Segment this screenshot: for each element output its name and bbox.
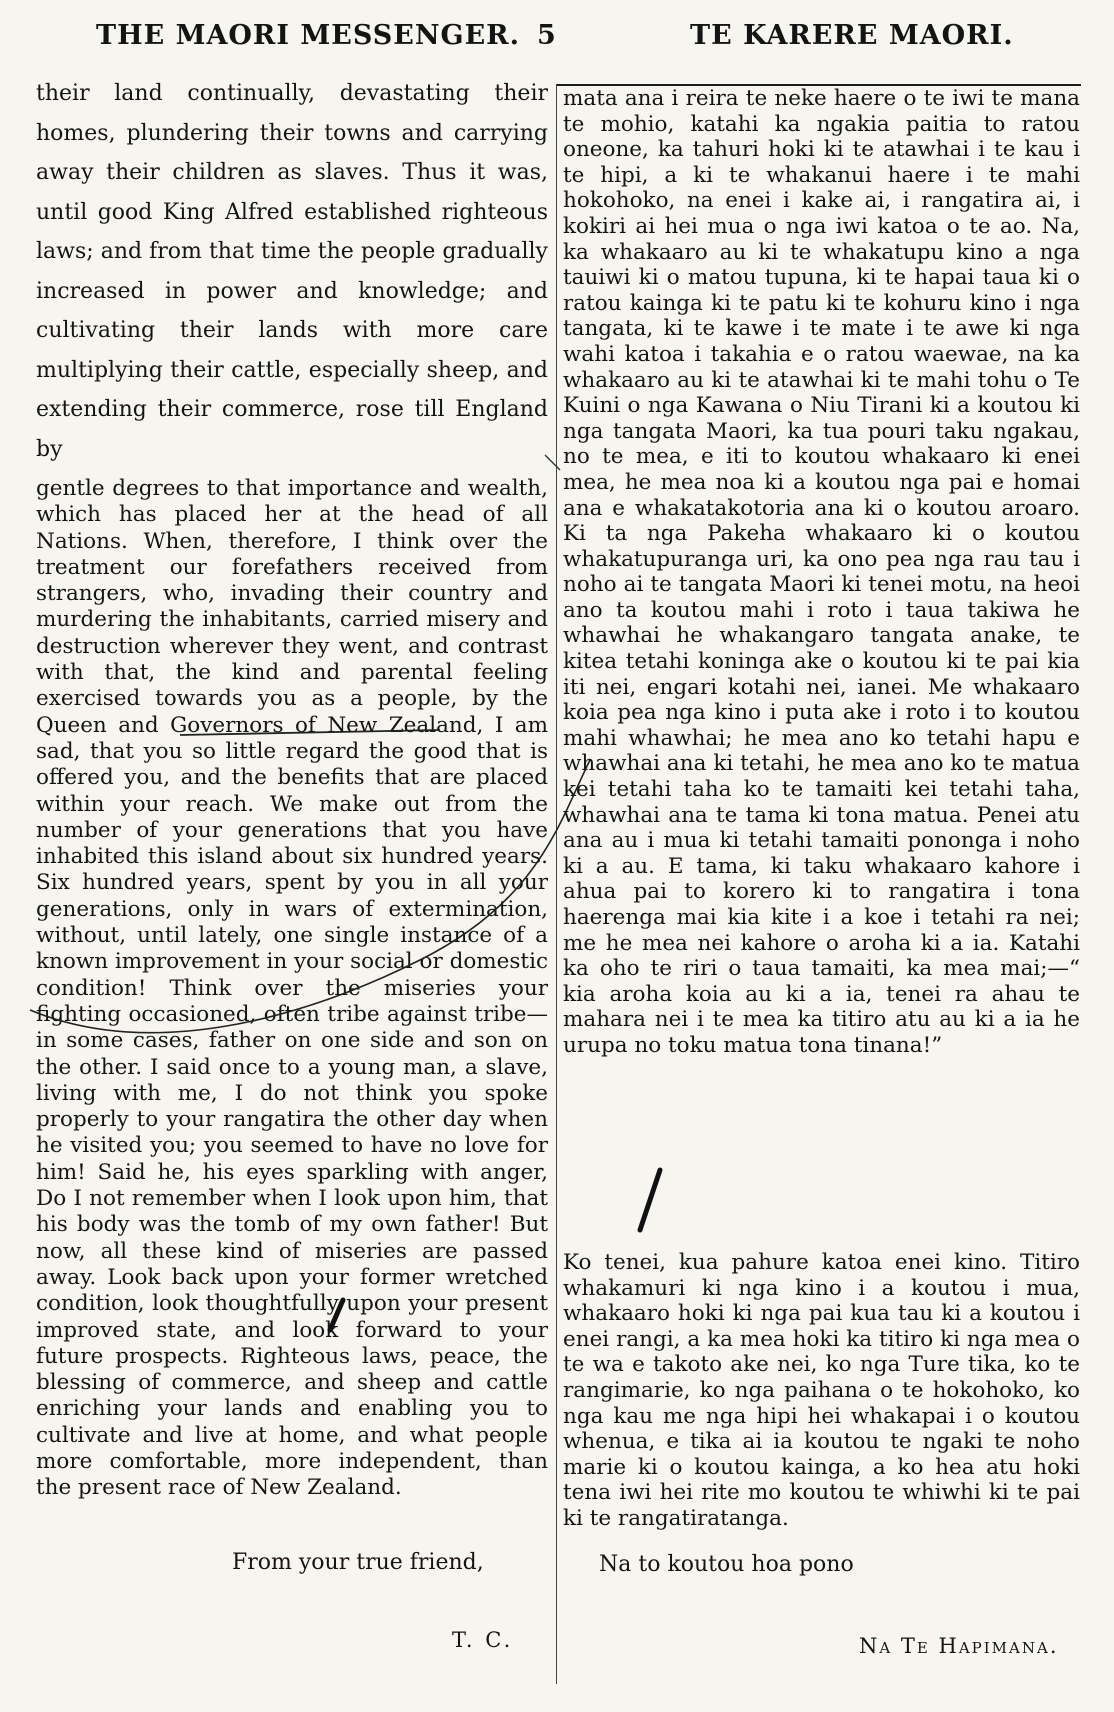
page-number: 5	[537, 20, 556, 51]
english-paragraph-bottom: gentle degrees to that importance and wealth, which has placed her at the head of all Nations. When, therefore, I think over the treatment our forefathers received from strangers, who, invading their country and murdering the inhabitants, carried misery and destruction wherever they went, and contrast with that, the kind and parental feeling exercised towards you as a people, by the Queen and Governors of New Zealand, I am sad, that you so little regard the good that is offered you, and the benefits that are placed within your reach. We make out from the number of your generations that you have inhabited this island about six hundred years. Six hundred years, spent by you in all your generations, only in wars of extermination, without, until lately, one single instance of a known improvement in your social or domestic condition! Think over the miseries your fighting occasioned, often tribe against tribe—in some cases, father on one side and son on the other. I said once to a young man, a slave, living with me, I do not think you spoke properly to your rangatira the other day when he visited you; you seemed to have no love for him! Said he, his eyes sparkling with anger, Do I not remember when I look upon him, that his body was the tomb of my own father! But now, all these kind of miseries are passed away. Look back upon your former wretched condition, look thoughtfully upon your present improved state, and look forward to your future prospects. Righteous laws, peace, the blessing of commerce, and sheep and cattle enriching your lands and enabling you to cultivate and live at home, and what people more comfortable, more independent, than the present race of New Zealand.	[36, 476, 548, 1501]
column-divider	[556, 84, 557, 1684]
english-initials: T. C.	[452, 1628, 514, 1652]
maori-paragraph-main: mata ana i reira te neke haere o te iwi te mana te mohio, katahi ka ngakia paitia to ratou oneone, ka tahuri hoki ki te atawhai i te kau i te hipi, a ki te whakanui haere i te mahi hokohoko, na enei i kake ai, i rangatira ai, i kokiri ai hei mua o nga iwi katoa o te ao. Na, ka whakaaro au ki te whakatupu kino a nga tauiwi ki o matou tupuna, ki te hapai taua ki o ratou kainga ki te patu ki te kohuru kino i nga tangata, ki te kawe i te mate i te awe ki nga wahi katoa i takahia e o ratou waewae, na ka whakaaro au ki te atawhai ki te mahi tohu o Te Kuini o nga Kawana o Niu Tirani ki a koutou ki nga tangata Maori, ka tua pouri taku ngakau, no te mea, e iti to koutou whakaaro ki enei mea, he mea noa ki a koutou nga pai e homai ana e whakatakotoria ana ki o koutou aroaro. Ki ta nga Pakeha whakaaro ki o koutou whakatupuranga uri, ka ono pea nga rau tau i noho ai te tangata Maori ki tenei motu, na heoi ano ta koutou mahi i roto i taua takiwa he whawhai he whakangaro tangata anake, te kitea tetahi koninga ake o koutou ki te pai kia iti nei, engari kotahi nei, ianei. Me whakaaro koia pea nga kino i puta ake i roto i to koutou mahi whawhai; he mea ano ko tetahi hapu e whawhai ana ki tetahi, he mea ano ko te matua kei tetahi taha ko te tamaiti kei tetahi taha, whawhai ana te tama ki tona matua. Penei atu ana au i mua ki tetahi tamaiti pononga i noho ki a au. E tama, ki taku whakaaro kahore i ahua pai to korero ki to rangatira i tona haerenga mai kia kite i a koe i tetahi ra nei; me he mea nei kahore o aroha ki a ia. Katahi ka oho te riri o taua tamaiti, ka mea mai;—“ kia aroha koia au ki a ia, tenei ra ahau te mahara nei i te mea ka titiro atu au ki a ia he urupa no toku matua tona tinana!”	[563, 86, 1080, 1058]
maori-signature-block	[563, 1538, 1080, 1688]
english-masthead-title: THE MAORI MESSENGER.	[96, 20, 521, 51]
maori-closing: Na to koutou hoa pono	[599, 1552, 854, 1577]
english-paragraph-top: their land continually, devastating their homes, plundering their towns and carrying away their children as slaves. Thus it was, until good King Alfred established righteous laws; and from that time the people gradually increased in power and knowledge; and cultivating their lands with more care multiplying their cattle, especially sheep, and extending their commerce, rose till England by	[36, 81, 548, 462]
english-closing: From your true friend,	[232, 1550, 484, 1575]
english-column-top	[36, 74, 548, 464]
english-column-bottom	[36, 476, 548, 1531]
maori-masthead-title: TE KARERE MAORI.	[690, 20, 1014, 51]
page-header	[0, 0, 1114, 62]
maori-column-main	[563, 86, 1080, 1236]
english-signature-block	[36, 1538, 548, 1688]
maori-paragraph-second: Ko tenei, kua pahure katoa enei kino. Titiro whakamuri ki nga kino i a koutou i mua, whakaaro hoki ki nga pai kua tau ki a koutou i enei rangi, a ka mea hoki ka titiro ki nga mea o te wa e takoto ake nei, ko nga Ture tika, ko te rangimarie, ko nga paihana o te hokohoko, ko nga kau me nga hipi hei whakapai i o koutou whenua, e tika ai ia koutou te ngaki te noho marie ki o koutou kainga, a ko hea atu hoki tena iwi hei rite mo koutou te whiwhi ki te pai ki te rangatiratanga.	[563, 1250, 1080, 1531]
maori-column-second	[563, 1250, 1080, 1532]
maori-initials: Na Te Hapimana.	[859, 1634, 1059, 1658]
